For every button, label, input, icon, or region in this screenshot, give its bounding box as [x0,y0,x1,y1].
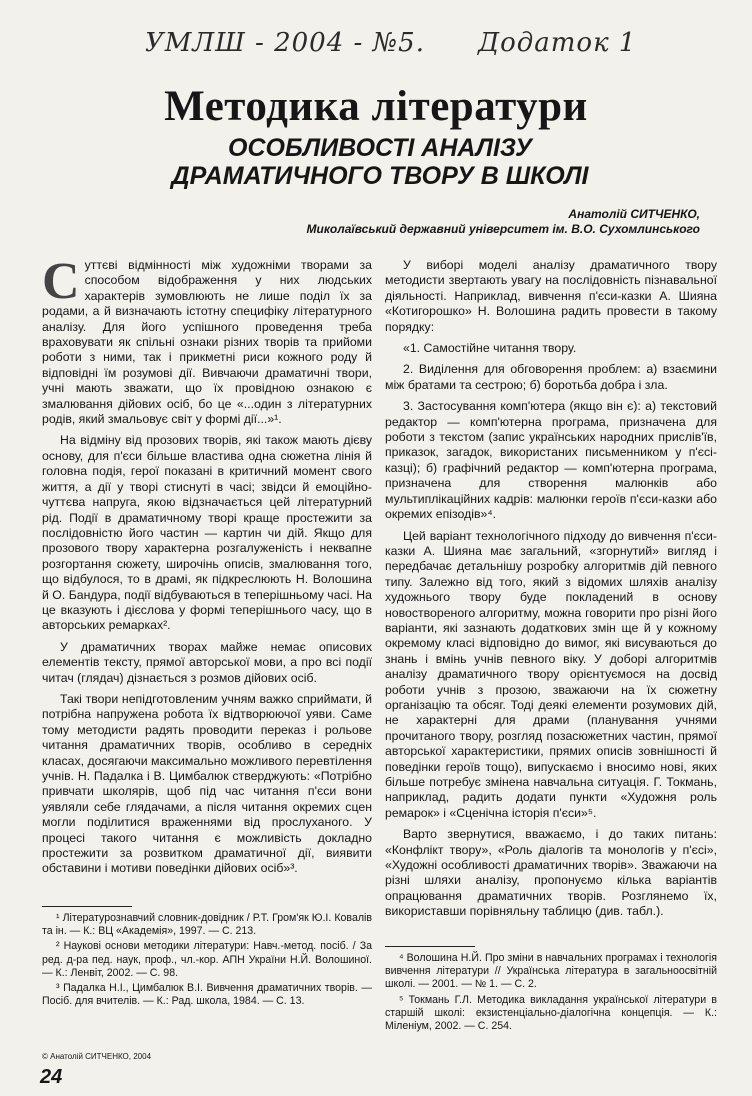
handwritten-citation: УМЛШ - 2004 - №5. [145,28,425,58]
article-subtitle: ОСОБЛИВОСТІ АНАЛІЗУ ДРАМАТИЧНОГО ТВОРУ В ШКОЛІ [171,134,589,190]
drop-cap: С [42,253,80,310]
handwritten-appendix-note: Додаток 1 [478,28,637,58]
footnote: ² Наукові основи методики літератури: Навч.-метод. посіб. / За ред. д-ра пед. наук, проф., чл.-кор. АПН України Н.Й. Волошиної. — К.: Ленвіт, 2002. — С. 98. [42,940,372,979]
footnote-divider [42,906,132,907]
footnote-divider [385,946,475,947]
author-affiliation: Миколаївський державний університет ім. В.О. Сухомлинського [306,222,700,236]
footnote: ¹ Літературознавчий словник-довідник / Р.Т. Гром'як Ю.І. Ковалів та ін. — К.: ВЦ «Академія», 1997. — С. 213. [42,912,372,938]
author-block [307,207,701,237]
footnote: ³ Падалка Н.І., Цимбалюк В.І. Вивчення драматичних творів. — Посіб. для вчителів. — К.: Рад. школа, 1984. — С. 13. [42,982,372,1008]
paragraph [42,253,372,427]
left-column [42,253,372,883]
footnote: ⁵ Токмань Г.Л. Методика викладання української літератури в старшій школі: екзистенціально-діалогічна концепція. — К.: Міленіум, 2002. — С. 254. [385,993,717,1033]
author-name: Анатолій СИТЧЕНКО, [568,207,700,221]
paragraph: Такі твори непідготовленим учням важко сприймати, й потрібна напружена робота їх відтворюючої уяви. Саме тому методисти радять проводити переказ і рольове читання драматичних творів, особливо в середніх класах, досягаючи максимально можливого перевтілення учнів. Н. Падалка і В. Цимбалюк стверджують: «Потрібно привчати школярів, щоб під час читання п'єси вони уявляли себе глядачами, а після читання окремих сцен могли поділитися враженнями від прослуханого. У процесі такого читання є можливість докладно простежити за розвитком драматичної дії, виявити обставини і мотиви поведінки дійових осіб»³. [42,691,372,876]
list-item: 3. Застосування комп'ютера (якщо він є): а) текстовий редактор — комп'ютерна програма, призначена для роботи з текстом (запис українських народних прислів'їв, приказок, загадок, використаних письменником у п'єсі-казці); б) графічний редактор — комп'ютерна програма, призначена для створення малюнків або мультиплікаційних кадрів: малюнки героїв п'єси-казки або окремих епізодів»⁴. [385,399,717,522]
footnotes-left [42,912,372,1010]
footnotes-right [385,952,717,1035]
list-item: «1. Самостійне читання твору. [403,341,577,356]
paragraph-text: уттєві відмінності між художніми творами за способом відображення у них людських характерів зумовлюють не лише поділ їх за родами, а й визначають істотну специфіку літературного аналізу. Для його успішного проведення треба враховувати як спільні ознаки різних творів та прийоми роботи з ними, так і прикметні риси кожного роду й відповідні їм розумові дії. Вивчаючи драматичні твори, учні мають зважати, що їх провідною ознакою є змалювання дійових осіб, бо це «...один з літературних родів, який змальовує світ у формі дії...»¹. [42,258,372,427]
footnote: ⁴ Волошина Н.Й. Про зміни в навчальних програмах і технологія вивчення літератури // Українська література в загальноосвітній школі. — 2001. — № 1. — С. 2. [385,952,717,991]
paragraph: Варто звернутися, вважаємо, і до таких питань: «Конфлікт твору», «Роль діалогів та монологів у п'єсі», «Художні особливості драматичних творів». Зважаючи на різні шляхи аналізу, пропонуємо кілька варіантів опрацювання драматичних творів. Розглянемо їх, використавши порівняльну таблицю (див. табл.). [385,827,717,919]
article-title: Методика літератури [164,83,588,130]
paragraph: У драматичних творах майже немає описових елементів тексту, прямої авторської мови, а про всі події читач (глядач) дізнається з розмов дійових осіб. [42,639,372,685]
copyright-notice: © Анатолій СИТЧЕНКО, 2004 [42,1052,152,1061]
paragraph: У виборі моделі аналізу драматичного твору методисти звертають увагу на послідовність пізнавальної діяльності. Наприклад, вивчення п'єси-казки А. Шияна «Котигорошко» Н. Волошина радить провести в такому порядку: [385,258,717,334]
right-column [385,258,717,926]
paragraph: Цей варіант технологічного підходу до вивчення п'єси-казки А. Шияна має загальний, «згорнутий» вигляд і передбачає детальнішу розробку алгоритмів дій певного типу. Залежно від того, який з відомих шляхів аналізу художнього твору буде покладений в основу новоствореного алгоритму, можна говорити про різні його варіанти, які зазнають додаткових змін ще й у кожному окремому класі відповідно до вимог, які висуваються до знань і вмінь учнів певного віку. У доборі алгоритмів аналізу драматичного твору орієнтуємося на досвід роботи учнів з прозою, зважаючи на їх сюжетну організацію та обсяг. Тоді деякі елементи розумових дій, не характерні для драми (планування учнями прочитаного твору, розгляд позасюжетних частин, прямої авторської характеристики, прямих описів зовнішності й поведінки героїв тощо), випускаємо і вносимо нові, яких більше потребує змінена навчальна ситуація. Г. Токмань, наприклад, радить додати пункти «Художня роль ремарок» і «Сценічна історія п'єси»⁵. [385,528,717,820]
paragraph: На відміну від прозових творів, які також мають дієву основу, для п'єси більше властива одна сюжетна лінія й головна подія, герої показані в критичний момент свого життя, а дії у творі стиснуті в часі; звідси й емоційно-чуттєва напруга, якою відзначається цей літературний рід. Події в драматичному творі краще простежити за послідовністю його частин — картин чи дій. Якщо для прозового твору характерна розгалуженість і неквапне розгортання сюжету, широчінь описів, змалювання того, що відбулося, то в драмі, як підкреслюють Н. Волошина й О. Бандура, події відбуваються в теперішньому часі. На це вказують і дієслова у формі теперішнього часу, що в авторських ремарках². [42,433,372,633]
page-number: 24 [40,1066,63,1088]
list-item: 2. Виділення для обговорення проблем: а) взаємини між братами та сестрою; б) боротьба добра і зла. [385,362,717,392]
